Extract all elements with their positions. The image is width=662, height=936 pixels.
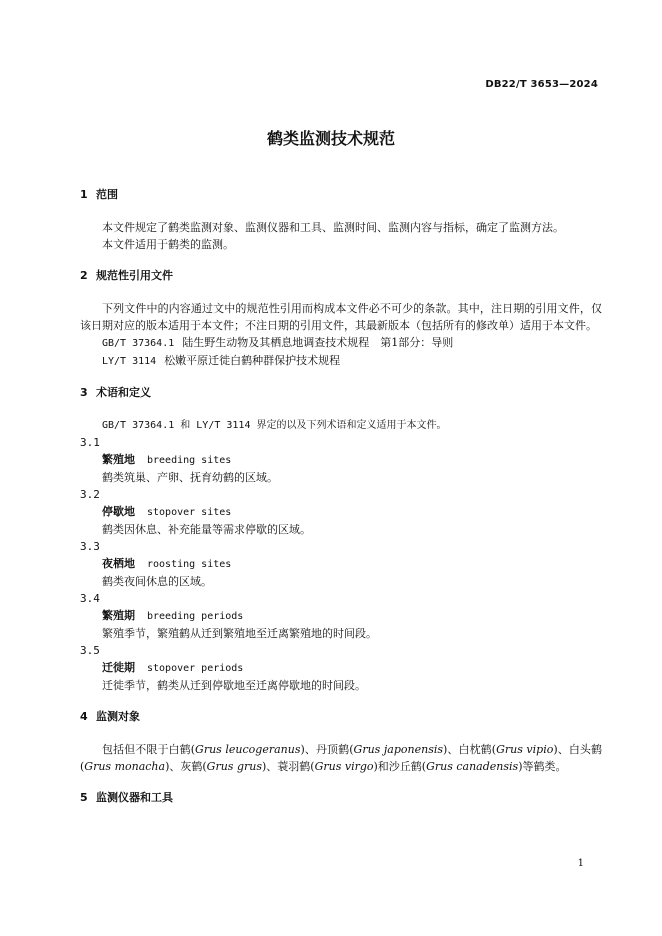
term-english: stopover periods <box>147 663 244 674</box>
section-number: 1 <box>80 188 88 201</box>
term-definition: 迁徙季节，鹤类从迁到停歇地至迁离停歇地的时间段。 <box>102 679 366 692</box>
term-chinese: 繁殖地 <box>102 453 135 466</box>
term-english: stopover sites <box>147 507 232 518</box>
species-paragraph <box>80 741 602 775</box>
species-name: Grus leucogeranus <box>195 743 301 756</box>
term-chinese: 繁殖期 <box>102 609 135 622</box>
page-number: 1 <box>577 858 584 869</box>
section-title: 监测仪器和工具 <box>96 791 173 804</box>
reference-code: GB/T 37364.1 <box>102 338 175 349</box>
term-english: roosting sites <box>147 559 232 570</box>
term-definition: 鹤类筑巢、产卵、抚育幼鹤的区域。 <box>102 471 278 484</box>
document-code: DB22/T 3653—2024 <box>485 79 598 90</box>
section-heading-instruments <box>80 789 602 806</box>
species-name: Grus virgo <box>314 760 374 773</box>
section-title: 规范性引用文件 <box>96 269 173 282</box>
document-title: 鹤类监测技术规范 <box>266 129 395 148</box>
section-heading-subjects <box>80 708 602 725</box>
term-entry <box>80 451 602 469</box>
text-run: )等鹤类。 <box>518 760 567 773</box>
term-definition: 鹤类夜间休息的区域。 <box>102 575 212 588</box>
term-chinese: 停歇地 <box>102 505 135 518</box>
term-definition: 鹤类因休息、补充能量等需求停歇的区域。 <box>102 523 311 536</box>
text-run: )和沙丘鹤( <box>373 760 427 773</box>
text-run: )、白枕鹤( <box>443 743 497 756</box>
reference-code: LY/T 3114 <box>102 356 157 367</box>
term-entry <box>80 659 602 677</box>
species-name: Grus vipio <box>496 743 554 756</box>
text-run: 包括但不限于白鹤( <box>102 743 196 756</box>
paragraph: 本文件规定了鹤类监测对象、监测仪器和工具、监测时间、监测内容与指标，确定了监测方法。 <box>102 221 564 234</box>
section-heading-references <box>80 267 602 284</box>
reference-item <box>80 352 602 370</box>
reference-item <box>80 334 602 352</box>
term-english: breeding sites <box>147 455 232 466</box>
term-entry <box>80 555 602 573</box>
species-name: Grus grus <box>206 760 262 773</box>
term-number: 3.2 <box>80 488 100 501</box>
terms-intro: GB/T 37364.1 和 LY/T 3114 界定的以及下列术语和定义适用于本文件。 <box>102 420 447 431</box>
reference-title: 陆生野生动物及其栖息地调查技术规程 第1部分：导则 <box>182 336 454 349</box>
text-run: )、白头鹤( <box>80 743 602 773</box>
reference-title: 松嫩平原迁徙白鹤种群保护技术规程 <box>164 354 341 367</box>
text-run: )、丹顶鹤( <box>300 743 354 756</box>
term-number: 3.1 <box>80 436 100 449</box>
term-definition: 繁殖季节，繁殖鹤从迁到繁殖地至迁离繁殖地的时间段。 <box>102 627 377 640</box>
term-entry <box>80 503 602 521</box>
term-number: 3.3 <box>80 540 100 553</box>
term-number: 3.5 <box>80 644 100 657</box>
term-english: breeding periods <box>147 611 244 622</box>
section-title: 范围 <box>96 188 118 201</box>
paragraph: 下列文件中的内容通过文中的规范性引用而构成本文件必不可少的条款。其中，注日期的引用文件，仅该日期对应的版本适用于本文件；不注日期的引用文件，其最新版本（包括所有的修改单）适用于本文件。 <box>80 302 602 332</box>
term-entry <box>80 607 602 625</box>
document-body <box>80 186 602 806</box>
section-number: 4 <box>80 710 88 723</box>
section-number: 3 <box>80 386 88 399</box>
text-run: )、灰鹤( <box>165 760 207 773</box>
section-number: 5 <box>80 791 88 804</box>
section-number: 2 <box>80 269 88 282</box>
species-name: Grus japonensis <box>353 743 444 756</box>
term-number: 3.4 <box>80 592 100 605</box>
term-chinese: 夜栖地 <box>102 557 135 570</box>
species-name: Grus monacha <box>84 760 166 773</box>
paragraph: 本文件适用于鹤类的监测。 <box>102 238 234 251</box>
section-title: 监测对象 <box>96 710 140 723</box>
section-heading-scope <box>80 186 602 203</box>
section-heading-terms <box>80 384 602 401</box>
term-chinese: 迁徙期 <box>102 661 135 674</box>
species-name: Grus canadensis <box>426 760 519 773</box>
section-title: 术语和定义 <box>96 386 151 399</box>
text-run: )、蓑羽鹤( <box>261 760 315 773</box>
